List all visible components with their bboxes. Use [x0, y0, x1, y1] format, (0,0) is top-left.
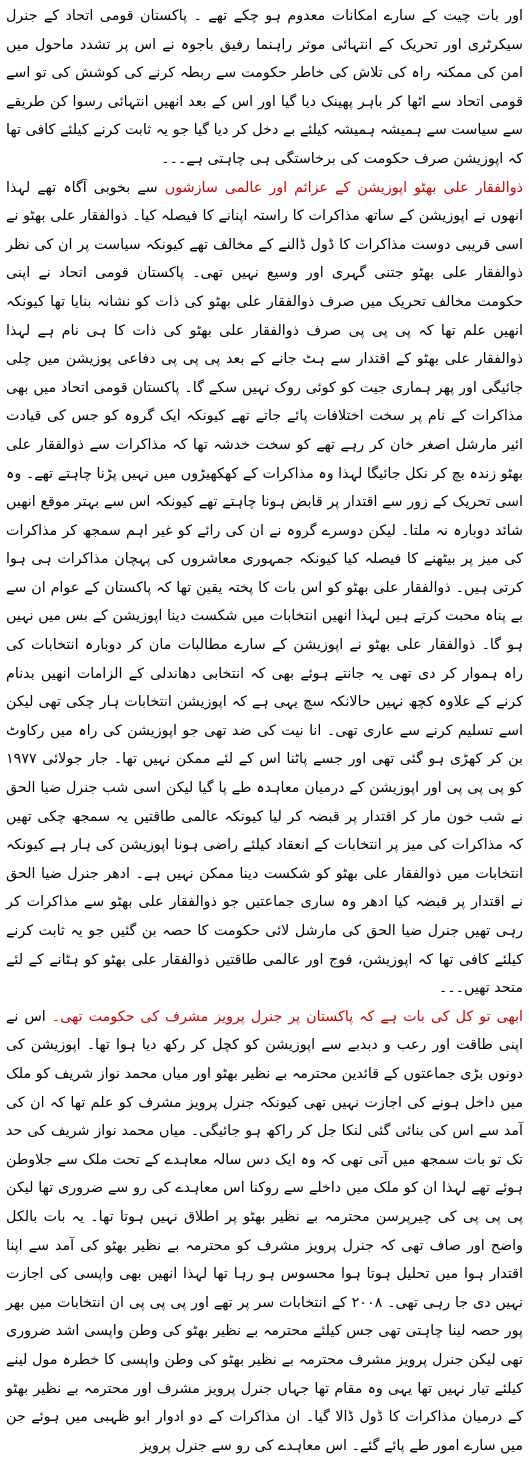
- paragraph-2-highlight: ذوالفقار علی بھٹو اپوزیشن کے عزائم اور عالمی سازشوں: [164, 179, 523, 196]
- paragraph-3-highlight: ابھی تو کل کی بات ہے کہ پاکستان پر جنرل پرویز مشرف کی حکومت تھی۔: [51, 1008, 524, 1025]
- paragraph-1-text: اور بات چیت کے سارے امکانات معدوم ہو چکے تھے ۔ پاکستان قومی اتحاد کے جنرل سیکرٹری اور تحریک کے انتہائی موثر راہنما رفیق باجوہ نے اس پر تشدد ماحول میں امن کی ممکنہ راہ کی تلاش کی خاطر حکومت سے ربطہ کرنے کی کوشش کی تو اسے قومی اتحاد سے اٹھا کر باہر پھینک دیا گیا اور اس کے بعد انھیں انتہائی رسوا کن طریقے سے سیاست سے ہمیشہ ہمیشہ کیلئے بے دخل کر دیا گیا جو یہ ثابت کرنے کیلئے کافی تھا کہ اپوزیشن صرف حکومت کی برخاستگی ہی چاہتی ہے۔۔۔: [6, 8, 523, 167]
- paragraph-2: [6, 174, 523, 1003]
- paragraph-1: [6, 2, 523, 174]
- paragraph-3-text: اس نے اپنی طاقت اور رعب و دبدبے سے اپوزیشن کو کچل کر رکھ دیا ہوا تھا۔ اپوزیشن کی دونوں بڑی جماعتوں کے قائدین محترمہ بے نظیر بھٹو اور میاں محمد نواز شریف کو ملک میں داخل ہونے کی اجازت نہیں تھی کیونکہ جنرل پرویز مشرف کو علم تھا کہ ان کی آمد سے اس کی بنائی گئی لنکا جل کر راکھ ہو جائیگی۔ میاں محمد نواز شریف کی حد تک تو بات سمجھ میں آتی تھی کہ وہ ایک دس سالہ معاہدے کے تحت ملک سے جلاوطن ہوئے تھے لہذا ان کو ملک میں داخلے سے روکنا اس معاہدے کی رو سے ضروری تھا لیکن پی پی پی کی چیرپرسن محترمہ بے نظیر بھٹو پر اطلاق نہیں ہوتا تھا۔ یہ بات بالکل واضح اور صاف تھی کہ جنرل پرویز مشرف کو محترمہ بے نظیر بھٹو کی آمد سے اپنا اقتدار ہوا میں تحلیل ہوتا ہوا محسوس ہو رہا تھا لہذا انھیں بھی واپسی کی اجازت نہیں دی جا رہی تھی۔ ۲۰۰۸ کے انتخابات سر پر تھے اور پی پی پی ان انتخابات میں بھر پور حصہ لینا چاہتی تھی جس کیلئے محترمہ بے نظیر بھٹو کی وطن واپسی اشد ضروری تھی لیکن جنرل پرویز مشرف محترمہ بے نظیر بھٹو کی وطن واپسی کا خطرہ مول لینے کیلئے تیار نہیں تھا یہی وہ مقام تھا جہاں جنرل پرویز مشرف اور محترمہ بے نظیر بھٹو کے درمیان مذاکرات کا ڈول ڈالا گیا۔ ان مذاکرات کے دو ادوار ابو ظہبی میں ہوئے جن میں سارے امور طے پائے گئے۔ اس معاہدے کی رو سے جنرل پرویز: [6, 1008, 523, 1454]
- paragraph-2-text: سے بخوبی آگاہ تھے لہذا انھوں نے اپوزیشن کے ساتھ مذاکرات کا راستہ اپنانے کا فیصلہ کیا۔ ذوالفقار علی بھٹو نے اسی قریبی دوست مذاکرات کا ڈول ڈالنے کے مخالف تھے کیونکہ سیاست پر ان کی نظر ذوالفقار علی بھٹو جتنی گہری اور وسیع نہیں تھی۔ پاکستان قومی اتحاد نے اپنی حکومت مخالف تحریک میں صرف ذوالفقار علی بھٹو کی ذات کو نشانہ بنایا تھا کیونکہ انھیں علم تھا کہ پی پی پی صرف ذوالفقار علی بھٹو کی ذات کا ہی نام ہے لہذا ذوالفقار علی بھٹو کے اقتدار سے ہٹ جانے کے بعد پی پی پی دفاعی پوزیشن میں چلی جائیگی اور پھر ہماری جیت کو کوئی روک نہیں سکے گا۔ پاکستان قومی اتحاد میں بھی مذاکرات کے نام پر سخت اختلافات پائے جاتے تھے کیونکہ ایک گروہ کو جس کی قیادت ائیر مارشل اصغر خان کر رہے تھے کو سخت خدشہ تھا کہ مذاکرات سے ذوالفقار علی بھٹو زندہ بچ کر نکل جائیگا لہذا وہ مذاکرات کے کھکھیڑوں میں نہیں پڑنا چاہتے تھے۔ وہ اسی تحریک کے زور سے اقتدار پر قابض ہونا چاہتے تھے کیونکہ اس سے بہتر موقع انھیں شائد دوبارہ نہ ملتا۔ لیکن دوسرے گروہ نے ان کی رائے کو غیر اہم سمجھ کر مذاکرات کی میز پر بیٹھنے کا فیصلہ کیا کیونکہ جمہوری معاشروں کی پہچان مذاکرات ہی ہوا کرتی ہیں۔ ذوالفقار علی بھٹو کو اس بات کا پختہ یقین تھا کہ پاکستان کے عوام ان سے بے پناہ محبت کرتے ہیں لہذا انھیں انتخابات میں شکست دینا اپوزیشن کے بس میں نہیں ہو گا۔ ذوالفقار علی بھٹو نے اپوزیشن کے سارے مطالبات مان کر دوبارہ انتخابات کی راہ ہموار کر دی تھی یہ جانتے ہوئے بھی کہ انتخابی دھاندلی کے الزامات انھیں بدنام کرنے کے علاوہ کچھ نہیں حالانکہ سچ یہی ہے کہ اپوزیشن انتخابات ہار چکی تھی لیکن اسے تسلیم کرنے سے عاری تھی۔ انا نیت کی ضد تھی جو اپوزیشن کی راہ میں رکاوٹ بن کر کھڑی ہو گئی تھی اور جسے پاٹنا اس کے لئے ممکن نہیں تھا۔ جار جولائی ۱۹۷۷ کو پی پی پی اور اپوزیشن کے درمیان معاہدہ طے پا گیا لیکن اسی شب جنرل ضیا الحق نے شب خون مار کر اقتدار پر قبضہ کر لیا کیونکہ عالمی طاقتیں یہ سمجھ چکی تھیں کہ مذاکرات کی میز پر انتخابات کے انعقاد کیلئے راضی ہونا اپوزیشن کی ہار ہے کیونکہ انتخابات میں ذوالفقار علی بھٹو کو شکست دینا ممکن نہیں ہے۔ ادھر جنرل ضیا الحق نے اقتدار پر قبضہ کیا ادھر وہ ساری جماعتیں جو ذوالفقار علی بھٹو سے مذاکرات کر رہی تھیں جنرل ضیا الحق کی مارشل لائی حکومت کا حصہ بن گئیں جو یہ ثابت کرنے کیلئے کافی تھا کہ اپوزیشن، فوج اور عالمی طاقتیں ذوالفقار علی بھٹو کو ہٹانے کے لئے متحد تھیں۔۔۔: [6, 179, 523, 997]
- paragraph-3: [6, 1003, 523, 1460]
